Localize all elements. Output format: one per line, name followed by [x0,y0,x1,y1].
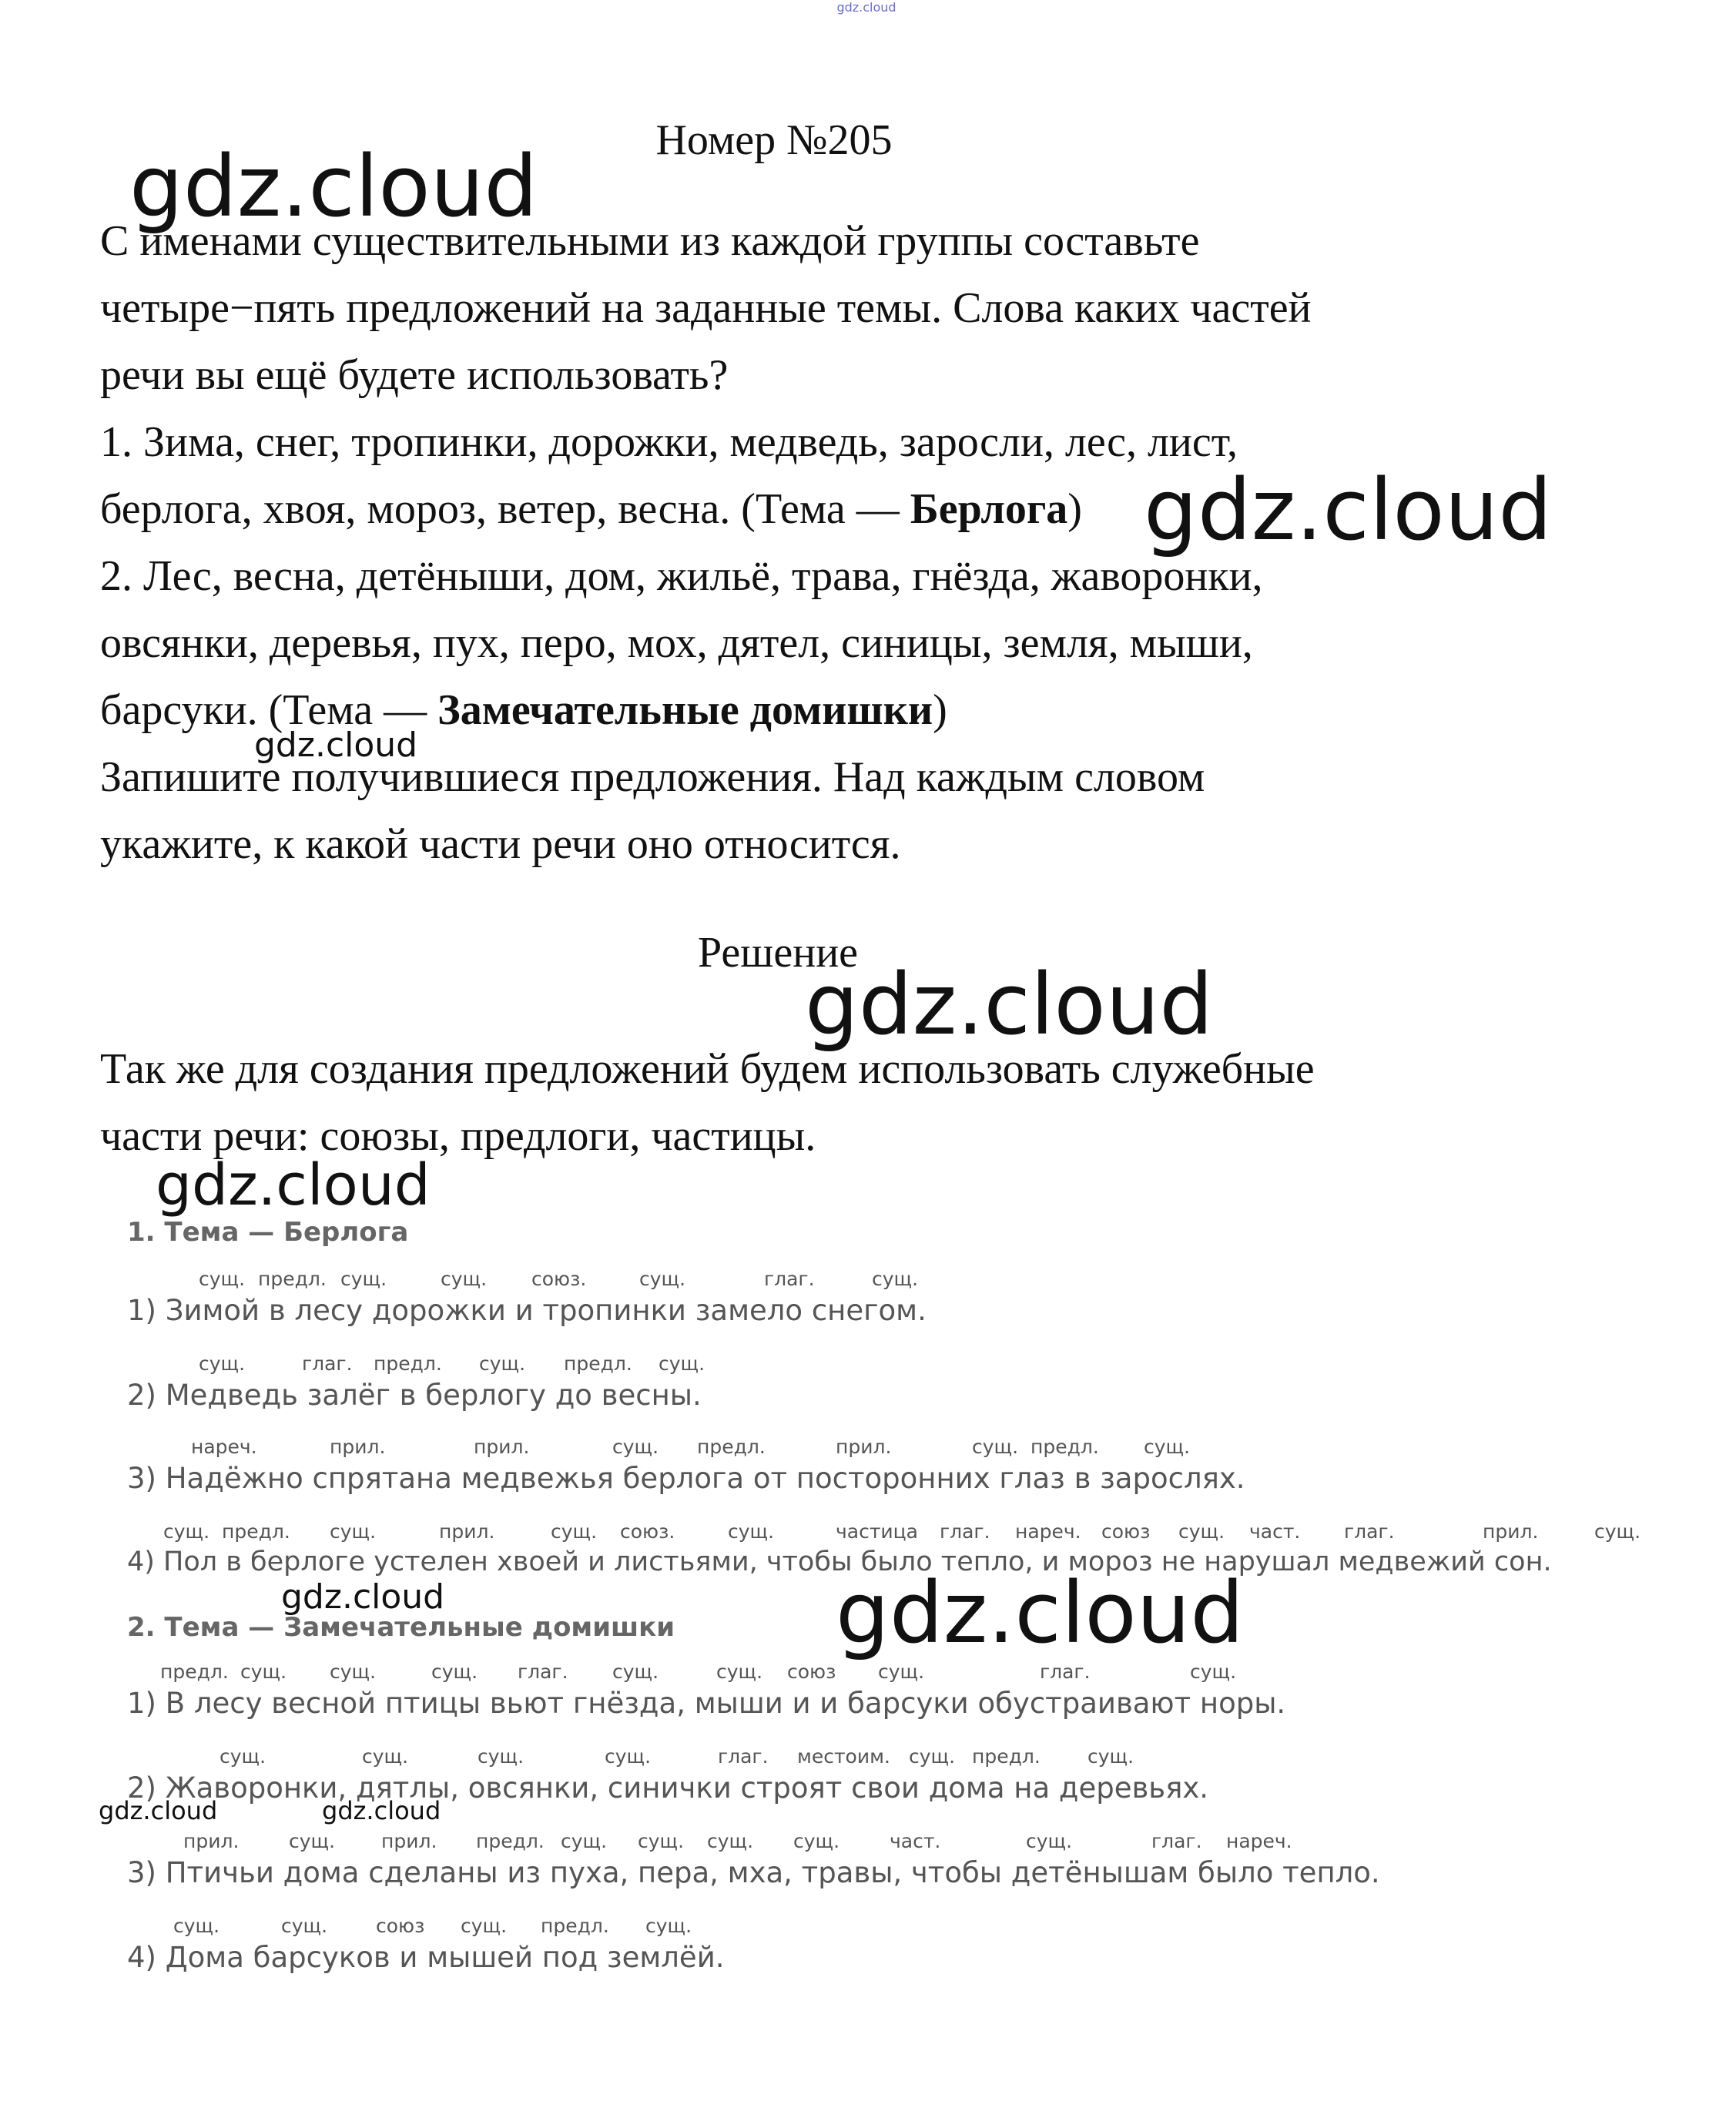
watermark: gdz.cloud [99,1796,218,1825]
pos-tag: частица [836,1520,918,1543]
pos-tag: сущ. [340,1268,387,1290]
watermark: gdz.cloud [156,1152,431,1218]
pos-tag: сущ. [1594,1520,1641,1543]
pos-tag: сущ. [441,1268,488,1290]
pos-tag: прил. [330,1436,386,1458]
topic-domishki: Замечательные домишки [437,686,933,734]
pos-tag: предл. [697,1436,766,1458]
pos-tag: сущ. [612,1436,659,1458]
pos-tag: нареч. [1015,1520,1081,1543]
pos-tag: сущ. [972,1436,1019,1458]
pos-tag: сущ. [330,1661,377,1683]
pos-tag: глаг. [764,1268,815,1290]
pos-tag: част. [890,1830,941,1852]
pos-tag: сущ. [716,1661,763,1683]
pos-tag: союз. [531,1268,587,1290]
pos-tag: прил. [474,1436,530,1458]
task-line-5-end: ) [1067,485,1082,533]
pos-tag: сущ. [551,1520,598,1543]
pos-tag: прил. [1483,1520,1539,1543]
pos-tag: сущ. [431,1661,478,1683]
pos-tag: сущ. [639,1268,686,1290]
pos-tag: сущ. [289,1830,336,1852]
pos-tag: глаг. [302,1352,353,1375]
pos-tag: сущ. [478,1745,524,1768]
pos-tag: прил. [836,1436,892,1458]
pos-tag: сущ. [461,1915,508,1937]
sentence-6: 2) Жаворонки, дятлы, овсянки, синички строят свои дома на деревьях. [127,1771,1209,1805]
task-line-8-end: ) [933,686,947,734]
pos-tag: сущ. [220,1745,266,1768]
watermark: gdz.cloud [129,137,538,236]
pos-tag: сущ. [362,1745,409,1768]
watermark: gdz.cloud [322,1796,441,1825]
pos-tag: сущ. [1026,1830,1073,1852]
pos-tag: сущ. [909,1745,956,1768]
watermark: gdz.cloud [254,726,418,765]
watermark: gdz.cloud [836,1563,1245,1662]
pos-tag: союз [787,1661,836,1683]
pos-tag: сущ. [1144,1436,1191,1458]
pos-tag: сущ. [163,1520,210,1543]
pos-tag: сущ. [240,1661,287,1683]
pos-tag: сущ. [1088,1745,1134,1768]
header-watermark: gdz.cloud [836,0,896,15]
pos-tag: сущ. [1190,1661,1237,1683]
pos-tag: глаг. [1344,1520,1395,1543]
sentence-3: 3) Надёжно спрятана медвежья берлога от посторонних глаз в зарослях. [127,1462,1245,1495]
watermark: gdz.cloud [805,955,1214,1054]
task-line-1: С именами существительными из каждой группы составьте [100,217,1200,265]
watermark: gdz.cloud [281,1577,445,1617]
pos-tag: прил. [439,1520,495,1543]
task-line-2: четыре−пять предложений на заданные темы. Слова каких частей [100,284,1312,332]
watermark: gdz.cloud [1144,461,1553,559]
pos-tag: союз [1101,1520,1151,1543]
pos-tag: предл. [258,1268,327,1290]
pos-tag: глаг. [1151,1830,1202,1852]
pos-tag: глаг. [718,1745,769,1768]
pos-tag: предл. [1031,1436,1099,1458]
sentence-4: 4) Пол в берлоге устелен хвоей и листьями, чтобы было тепло, и мороз не нарушал медвежий сон. [127,1547,1552,1577]
pos-tag: союз. [620,1520,675,1543]
pos-tag: сущ. [605,1745,652,1768]
pos-tag: предл. [160,1661,229,1683]
solution-line-1: Так же для создания предложений будем использовать служебные [100,1045,1315,1093]
sentence-7: 3) Птичьи дома сделаны из пуха, пера, мха, травы, чтобы детёнышам было тепло. [127,1856,1380,1889]
pos-tag: сущ. [330,1520,377,1543]
pos-tag: сущ. [793,1830,840,1852]
pos-tag: сущ. [199,1268,246,1290]
pos-tag: сущ. [878,1661,925,1683]
task-line-6: 2. Лес, весна, детёныши, дом, жильё, трава, гнёзда, жаворонки, [100,552,1263,600]
sentence-1: 1) Зимой в лесу дорожки и тропинки замело снегом. [127,1294,927,1327]
pos-tag: сущ. [281,1915,328,1937]
pos-tag: сущ. [728,1520,775,1543]
sentence-5: 1) В лесу весной птицы вьют гнёзда, мыши и и барсуки обустраивают норы. [127,1687,1286,1720]
sentence-2: 2) Медведь залёг в берлогу до весны. [127,1379,702,1412]
pos-tag: нареч. [191,1436,257,1458]
topic-2-heading: 2. Тема — Замечательные домишки [127,1612,675,1643]
pos-tag: местоим. [797,1745,890,1768]
pos-tag: предл. [476,1830,545,1852]
topic-berloga: Берлога [910,485,1068,533]
task-line-10: укажите, к какой части речи оно относится. [100,820,901,868]
task-line-5-start: берлога, хвоя, мороз, ветер, весна. (Тема — [100,485,910,533]
pos-tag: сущ. [612,1661,659,1683]
pos-tag: нареч. [1226,1830,1292,1852]
sentence-8: 4) Дома барсуков и мышей под землёй. [127,1941,725,1974]
task-line-9: Запишите получившиеся предложения. Над каждым словом [100,753,1205,801]
pos-tag: сущ. [199,1352,246,1375]
pos-tag: предл. [374,1352,442,1375]
task-line-4: 1. Зима, снег, тропинки, дорожки, медведь, заросли, лес, лист, [100,418,1238,466]
pos-tag: сущ. [173,1915,220,1937]
pos-tag: предл. [564,1352,632,1375]
pos-tag: глаг. [940,1520,990,1543]
pos-tag: сущ. [872,1268,919,1290]
task-line-3: речи вы ещё будете использовать? [100,351,729,399]
pos-tag: предл. [972,1745,1041,1768]
pos-tag: сущ. [638,1830,685,1852]
pos-tag: сущ. [1178,1520,1225,1543]
pos-tag: сущ. [659,1352,705,1375]
task-line-8-start: барсуки. (Тема — [100,686,438,734]
pos-tag: глаг. [1040,1661,1091,1683]
pos-tag: союз [376,1915,425,1937]
pos-tag: част. [1249,1520,1301,1543]
pos-tag: прил. [183,1830,240,1852]
pos-tag: сущ. [707,1830,754,1852]
page-title: Номер №205 [655,116,893,164]
pos-tag: прил. [381,1830,437,1852]
pos-tag: предл. [541,1915,609,1937]
pos-tag: сущ. [479,1352,526,1375]
pos-tag: предл. [222,1520,290,1543]
task-line-7: овсянки, деревья, пух, перо, мох, дятел, синицы, земля, мыши, [100,619,1253,667]
pos-tag: глаг. [518,1661,568,1683]
pos-tag: сущ. [645,1915,692,1937]
solution-line-2: части речи: союзы, предлоги, частицы. [100,1112,816,1160]
solution-title: Решение [697,929,859,977]
topic-1-heading: 1. Тема — Берлога [127,1217,409,1248]
pos-tag: сущ. [561,1830,608,1852]
